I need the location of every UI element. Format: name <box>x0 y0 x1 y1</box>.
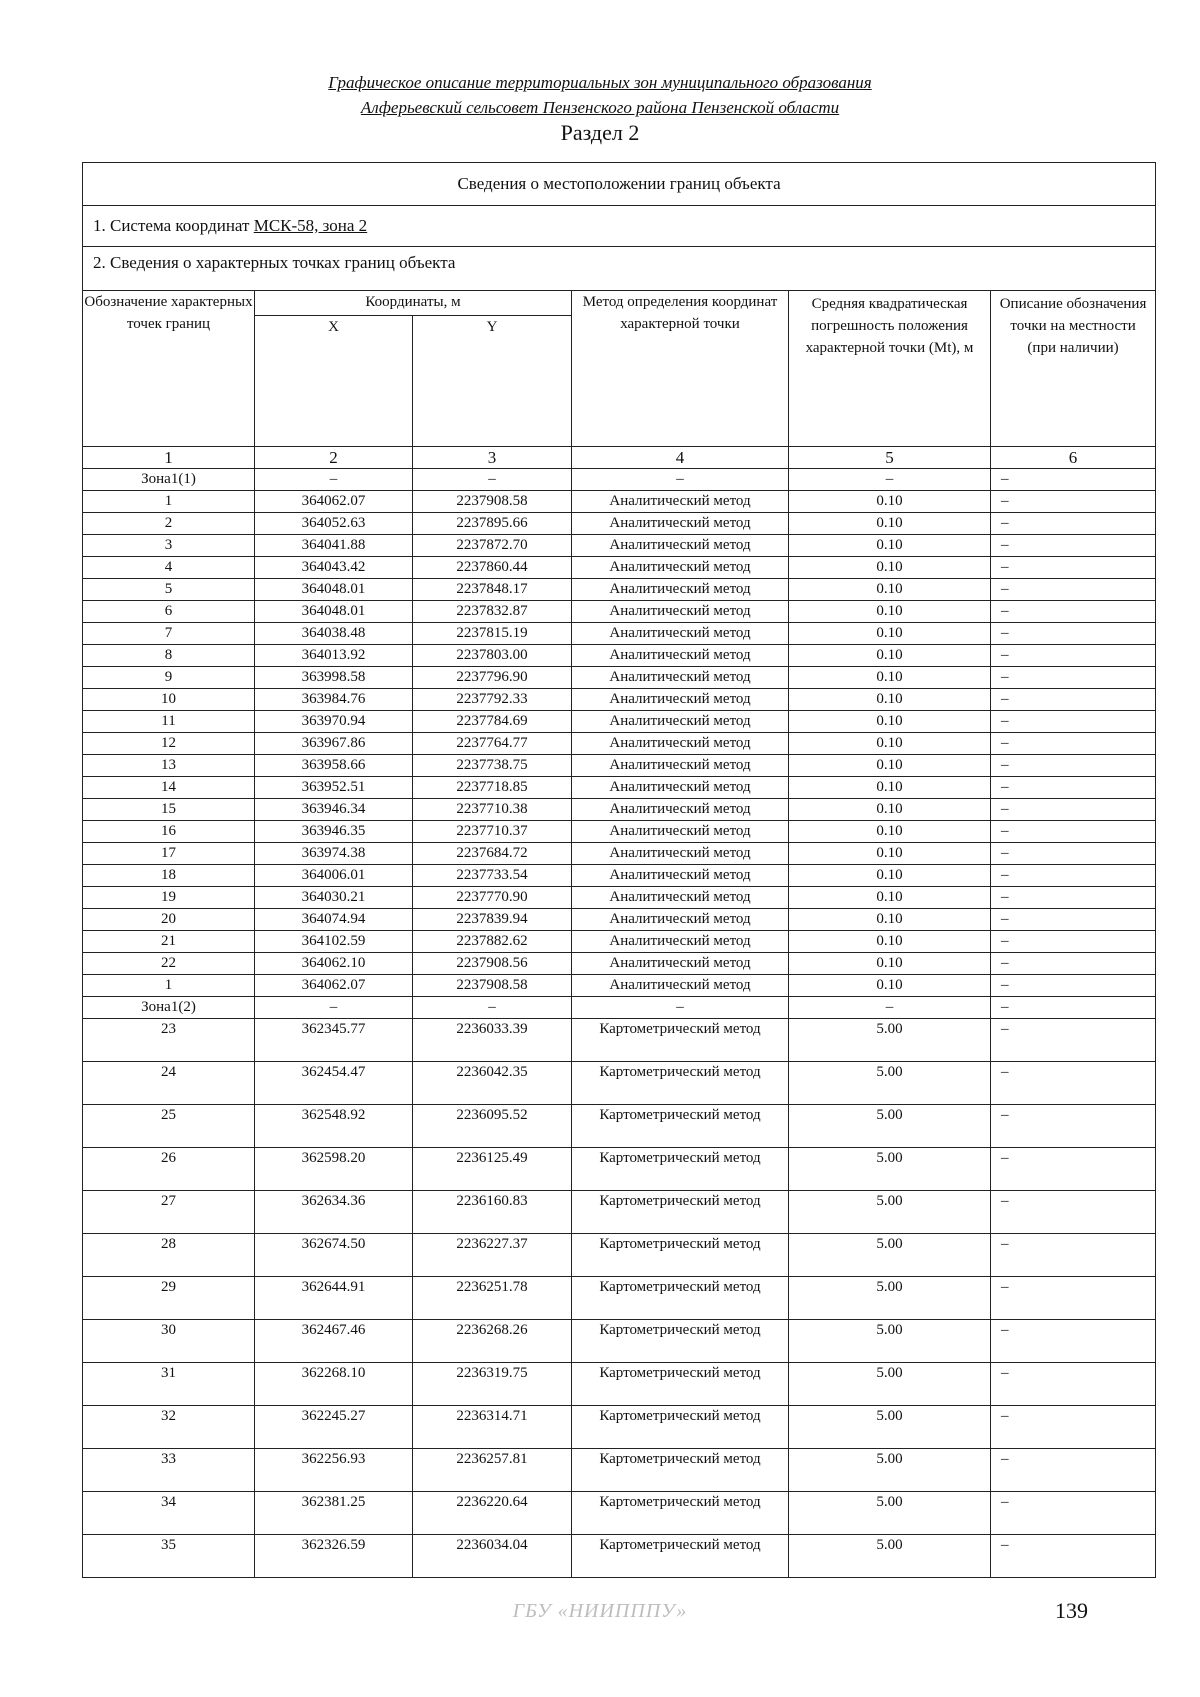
cell-point-number: 1 <box>83 975 255 997</box>
cell-point-number: 10 <box>83 689 255 711</box>
cell-y: 2237908.58 <box>413 491 572 513</box>
cell-error: 0.10 <box>789 799 991 821</box>
cell-y: 2236220.64 <box>413 1492 572 1535</box>
cell-method: Аналитический метод <box>572 557 789 579</box>
cell-method: Аналитический метод <box>572 931 789 953</box>
table-row <box>83 1148 1156 1191</box>
cell-point-number: 33 <box>83 1449 255 1492</box>
cell-y: 2236227.37 <box>413 1234 572 1277</box>
cell-x: 362598.20 <box>255 1148 413 1191</box>
cell-point-number: 35 <box>83 1535 255 1578</box>
cell-y: – <box>413 469 572 491</box>
table-row <box>83 799 1156 821</box>
cell-error: 5.00 <box>789 1148 991 1191</box>
table-row <box>83 953 1156 975</box>
cell-y: 2237848.17 <box>413 579 572 601</box>
cell-x: 364062.07 <box>255 491 413 513</box>
zone-label: Зона1(2) <box>83 997 255 1019</box>
cell-error: 5.00 <box>789 1234 991 1277</box>
document-header-line-2: Алферьевский сельсовет Пензенского района Пензенской области <box>360 98 840 117</box>
cell-point-number: 26 <box>83 1148 255 1191</box>
cell-description: – <box>991 667 1156 689</box>
cell-point-number: 14 <box>83 777 255 799</box>
table-row <box>83 1277 1156 1320</box>
cell-y: 2237908.58 <box>413 975 572 997</box>
table-row <box>83 689 1156 711</box>
cell-x: 364062.10 <box>255 953 413 975</box>
column-number: 2 <box>255 447 413 469</box>
cell-point-number: 24 <box>83 1062 255 1105</box>
cell-y: 2237803.00 <box>413 645 572 667</box>
cell-description: – <box>991 777 1156 799</box>
cell-error: 0.10 <box>789 711 991 733</box>
cell-description: – <box>991 1234 1156 1277</box>
cell-method: Аналитический метод <box>572 887 789 909</box>
cell-error: 5.00 <box>789 1277 991 1320</box>
cell-x: 364006.01 <box>255 865 413 887</box>
header-coordinates: Координаты, м <box>255 291 572 316</box>
cell-x: 362381.25 <box>255 1492 413 1535</box>
cell-x: 363970.94 <box>255 711 413 733</box>
cell-y: 2236319.75 <box>413 1363 572 1406</box>
cell-y: 2237796.90 <box>413 667 572 689</box>
cell-error: 0.10 <box>789 491 991 513</box>
cell-error: 0.10 <box>789 513 991 535</box>
cell-error: 0.10 <box>789 909 991 931</box>
cell-point-number: 17 <box>83 843 255 865</box>
cell-point-number: 16 <box>83 821 255 843</box>
cell-y: 2237764.77 <box>413 733 572 755</box>
table-row <box>83 1234 1156 1277</box>
cell-error: 5.00 <box>789 1535 991 1578</box>
cell-method: Аналитический метод <box>572 843 789 865</box>
cell-error: 0.10 <box>789 931 991 953</box>
cell-description: – <box>991 909 1156 931</box>
cell-description: – <box>991 623 1156 645</box>
table-body <box>83 163 1156 1578</box>
table-row <box>83 1449 1156 1492</box>
column-number: 3 <box>413 447 572 469</box>
cell-point-number: 30 <box>83 1320 255 1363</box>
table-row <box>83 909 1156 931</box>
coordinate-system-value: МСК-58, зона 2 <box>253 216 368 235</box>
cell-method: Аналитический метод <box>572 733 789 755</box>
cell-point-number: 18 <box>83 865 255 887</box>
cell-x: 362245.27 <box>255 1406 413 1449</box>
cell-description: – <box>991 1277 1156 1320</box>
cell-description: – <box>991 513 1156 535</box>
cell-x: 364074.94 <box>255 909 413 931</box>
cell-y: 2237718.85 <box>413 777 572 799</box>
table-row <box>83 821 1156 843</box>
cell-y: 2237792.33 <box>413 689 572 711</box>
cell-error: 0.10 <box>789 623 991 645</box>
cell-error: 0.10 <box>789 843 991 865</box>
cell-y: 2237832.87 <box>413 601 572 623</box>
table-row <box>83 1062 1156 1105</box>
cell-error: – <box>789 997 991 1019</box>
cell-point-number: 9 <box>83 667 255 689</box>
cell-description: – <box>991 557 1156 579</box>
cell-description: – <box>991 1492 1156 1535</box>
cell-error: 0.10 <box>789 975 991 997</box>
section-title: Раздел 2 <box>560 120 640 145</box>
cell-description: – <box>991 469 1156 491</box>
cell-description: – <box>991 491 1156 513</box>
cell-description: – <box>991 931 1156 953</box>
cell-description: – <box>991 535 1156 557</box>
cell-point-number: 6 <box>83 601 255 623</box>
points-section-title: 2. Сведения о характерных точках границ объекта <box>83 247 1156 291</box>
cell-description: – <box>991 997 1156 1019</box>
cell-point-number: 29 <box>83 1277 255 1320</box>
cell-error: 0.10 <box>789 601 991 623</box>
cell-error: 5.00 <box>789 1191 991 1234</box>
cell-method: Картометрический метод <box>572 1234 789 1277</box>
cell-description: – <box>991 1535 1156 1578</box>
cell-description: – <box>991 821 1156 843</box>
cell-x: 363946.34 <box>255 799 413 821</box>
cell-point-number: 11 <box>83 711 255 733</box>
cell-error: 5.00 <box>789 1105 991 1148</box>
cell-description: – <box>991 799 1156 821</box>
table-row <box>83 579 1156 601</box>
cell-y: 2237738.75 <box>413 755 572 777</box>
table-row <box>83 1535 1156 1578</box>
cell-x: 362326.59 <box>255 1535 413 1578</box>
cell-y: 2236034.04 <box>413 1535 572 1578</box>
cell-y: 2236268.26 <box>413 1320 572 1363</box>
cell-x: 364043.42 <box>255 557 413 579</box>
table-row <box>83 645 1156 667</box>
page-number: 139 <box>1055 1598 1088 1623</box>
cell-point-number: 5 <box>83 579 255 601</box>
header-designation: Обозначение характерных точек границ <box>83 291 255 447</box>
cell-point-number: 1 <box>83 491 255 513</box>
cell-x: 363998.58 <box>255 667 413 689</box>
cell-method: Аналитический метод <box>572 865 789 887</box>
cell-method: – <box>572 997 789 1019</box>
cell-y: 2236314.71 <box>413 1406 572 1449</box>
cell-method: Картометрический метод <box>572 1105 789 1148</box>
cell-point-number: 2 <box>83 513 255 535</box>
table-row <box>83 557 1156 579</box>
column-number: 5 <box>789 447 991 469</box>
cell-x: 362345.77 <box>255 1019 413 1062</box>
cell-method: Аналитический метод <box>572 909 789 931</box>
cell-x: 364052.63 <box>255 513 413 535</box>
cell-error: 0.10 <box>789 579 991 601</box>
cell-method: Картометрический метод <box>572 1320 789 1363</box>
cell-error: 0.10 <box>789 887 991 909</box>
cell-y: 2237908.56 <box>413 953 572 975</box>
cell-x: 363946.35 <box>255 821 413 843</box>
boundary-points-table <box>82 162 1156 1578</box>
cell-error: 5.00 <box>789 1320 991 1363</box>
cell-error: – <box>789 469 991 491</box>
header-x: X <box>255 316 413 447</box>
cell-description: – <box>991 1062 1156 1105</box>
cell-error: 5.00 <box>789 1019 991 1062</box>
cell-x: 364062.07 <box>255 975 413 997</box>
cell-point-number: 4 <box>83 557 255 579</box>
table-row <box>83 887 1156 909</box>
cell-point-number: 23 <box>83 1019 255 1062</box>
cell-y: 2237733.54 <box>413 865 572 887</box>
cell-x: 363958.66 <box>255 755 413 777</box>
cell-description: – <box>991 887 1156 909</box>
cell-y: 2236033.39 <box>413 1019 572 1062</box>
cell-point-number: 12 <box>83 733 255 755</box>
cell-error: 0.10 <box>789 689 991 711</box>
cell-x: 364013.92 <box>255 645 413 667</box>
cell-y: 2237684.72 <box>413 843 572 865</box>
cell-method: Картометрический метод <box>572 1406 789 1449</box>
cell-description: – <box>991 1363 1156 1406</box>
table-row <box>83 1320 1156 1363</box>
cell-error: 5.00 <box>789 1062 991 1105</box>
table-row <box>83 777 1156 799</box>
cell-point-number: 15 <box>83 799 255 821</box>
cell-point-number: 34 <box>83 1492 255 1535</box>
cell-description: – <box>991 975 1156 997</box>
coordinate-system-label: 1. Система координат <box>93 216 250 235</box>
cell-error: 0.10 <box>789 667 991 689</box>
cell-method: Картометрический метод <box>572 1492 789 1535</box>
cell-x: 363967.86 <box>255 733 413 755</box>
cell-y: 2236095.52 <box>413 1105 572 1148</box>
cell-x: 363974.38 <box>255 843 413 865</box>
cell-description: – <box>991 1019 1156 1062</box>
cell-x: 363984.76 <box>255 689 413 711</box>
cell-y: 2237895.66 <box>413 513 572 535</box>
column-number: 1 <box>83 447 255 469</box>
cell-x: 364048.01 <box>255 579 413 601</box>
cell-x: 364038.48 <box>255 623 413 645</box>
cell-description: – <box>991 1320 1156 1363</box>
cell-method: Аналитический метод <box>572 711 789 733</box>
cell-method: Картометрический метод <box>572 1148 789 1191</box>
cell-y: 2237860.44 <box>413 557 572 579</box>
zone-row <box>83 997 1156 1019</box>
document-header-line-1: Графическое описание территориальных зон муниципального образования <box>328 73 872 92</box>
cell-point-number: 7 <box>83 623 255 645</box>
cell-x: 364048.01 <box>255 601 413 623</box>
cell-point-number: 19 <box>83 887 255 909</box>
cell-error: 5.00 <box>789 1363 991 1406</box>
cell-method: Картометрический метод <box>572 1535 789 1578</box>
cell-method: Аналитический метод <box>572 821 789 843</box>
cell-description: – <box>991 733 1156 755</box>
cell-method: Аналитический метод <box>572 777 789 799</box>
table-row <box>83 865 1156 887</box>
header-description: Описание обозначения точки на местности (при наличии) <box>991 291 1156 447</box>
table-row <box>83 535 1156 557</box>
table-row <box>83 1105 1156 1148</box>
cell-description: – <box>991 579 1156 601</box>
table-row <box>83 1191 1156 1234</box>
cell-method: – <box>572 469 789 491</box>
cell-method: Аналитический метод <box>572 689 789 711</box>
cell-x: 362644.91 <box>255 1277 413 1320</box>
cell-point-number: 32 <box>83 1406 255 1449</box>
table-row <box>83 513 1156 535</box>
cell-method: Картометрический метод <box>572 1363 789 1406</box>
cell-description: – <box>991 601 1156 623</box>
cell-method: Аналитический метод <box>572 513 789 535</box>
table-row <box>83 1492 1156 1535</box>
cell-y: 2236257.81 <box>413 1449 572 1492</box>
cell-method: Аналитический метод <box>572 755 789 777</box>
header-error: Средняя квадратическая погрешность положения характерной точки (Mt), м <box>789 291 991 447</box>
cell-y: 2237784.69 <box>413 711 572 733</box>
zone-row <box>83 469 1156 491</box>
cell-x: 364041.88 <box>255 535 413 557</box>
cell-method: Аналитический метод <box>572 579 789 601</box>
cell-y: 2237815.19 <box>413 623 572 645</box>
table-row <box>83 1019 1156 1062</box>
cell-y: 2236125.49 <box>413 1148 572 1191</box>
table-row <box>83 975 1156 997</box>
cell-point-number: 27 <box>83 1191 255 1234</box>
table-row <box>83 931 1156 953</box>
cell-y: 2237882.62 <box>413 931 572 953</box>
cell-x: 362548.92 <box>255 1105 413 1148</box>
cell-method: Аналитический метод <box>572 535 789 557</box>
header-y: Y <box>413 316 572 447</box>
cell-error: 0.10 <box>789 953 991 975</box>
cell-method: Картометрический метод <box>572 1062 789 1105</box>
cell-description: – <box>991 843 1156 865</box>
cell-error: 0.10 <box>789 865 991 887</box>
cell-error: 0.10 <box>789 557 991 579</box>
cell-description: – <box>991 689 1156 711</box>
cell-x: 362634.36 <box>255 1191 413 1234</box>
table-row <box>83 491 1156 513</box>
column-number: 4 <box>572 447 789 469</box>
cell-method: Аналитический метод <box>572 975 789 997</box>
cell-method: Аналитический метод <box>572 623 789 645</box>
cell-description: – <box>991 1449 1156 1492</box>
cell-point-number: 28 <box>83 1234 255 1277</box>
cell-description: – <box>991 645 1156 667</box>
cell-description: – <box>991 1148 1156 1191</box>
cell-point-number: 31 <box>83 1363 255 1406</box>
cell-y: – <box>413 997 572 1019</box>
cell-method: Картометрический метод <box>572 1449 789 1492</box>
table-row <box>83 1363 1156 1406</box>
table-row <box>83 623 1156 645</box>
cell-y: 2237770.90 <box>413 887 572 909</box>
cell-description: – <box>991 953 1156 975</box>
column-number-row <box>83 447 1156 469</box>
cell-method: Картометрический метод <box>572 1277 789 1320</box>
table-row <box>83 667 1156 689</box>
footer-organization: ГБУ «НИИПППУ» <box>512 1600 688 1622</box>
zone-label: Зона1(1) <box>83 469 255 491</box>
table-title: Сведения о местоположении границ объекта <box>83 163 1156 206</box>
cell-point-number: 13 <box>83 755 255 777</box>
cell-y: 2237710.38 <box>413 799 572 821</box>
cell-y: 2237710.37 <box>413 821 572 843</box>
cell-y: 2237872.70 <box>413 535 572 557</box>
cell-y: 2236160.83 <box>413 1191 572 1234</box>
cell-method: Картометрический метод <box>572 1191 789 1234</box>
cell-y: 2236251.78 <box>413 1277 572 1320</box>
cell-description: – <box>991 1191 1156 1234</box>
table-row <box>83 843 1156 865</box>
cell-method: Картометрический метод <box>572 1019 789 1062</box>
cell-x: – <box>255 469 413 491</box>
cell-error: 5.00 <box>789 1449 991 1492</box>
cell-method: Аналитический метод <box>572 799 789 821</box>
cell-y: 2237839.94 <box>413 909 572 931</box>
cell-x: 362268.10 <box>255 1363 413 1406</box>
cell-error: 5.00 <box>789 1492 991 1535</box>
table-row <box>83 755 1156 777</box>
cell-x: 362674.50 <box>255 1234 413 1277</box>
cell-description: – <box>991 755 1156 777</box>
cell-y: 2236042.35 <box>413 1062 572 1105</box>
cell-method: Аналитический метод <box>572 491 789 513</box>
table-row <box>83 601 1156 623</box>
cell-method: Аналитический метод <box>572 953 789 975</box>
cell-method: Аналитический метод <box>572 667 789 689</box>
cell-x: 362467.46 <box>255 1320 413 1363</box>
cell-error: 0.10 <box>789 821 991 843</box>
cell-point-number: 22 <box>83 953 255 975</box>
coordinate-system-row <box>83 206 1156 247</box>
cell-x: 363952.51 <box>255 777 413 799</box>
header-method: Метод определения координат характерной точки <box>572 291 789 447</box>
cell-error: 0.10 <box>789 733 991 755</box>
table-row <box>83 1406 1156 1449</box>
cell-description: – <box>991 1406 1156 1449</box>
cell-point-number: 3 <box>83 535 255 557</box>
cell-description: – <box>991 711 1156 733</box>
table-row <box>83 711 1156 733</box>
cell-method: Аналитический метод <box>572 601 789 623</box>
cell-error: 5.00 <box>789 1406 991 1449</box>
cell-point-number: 21 <box>83 931 255 953</box>
cell-x: 362256.93 <box>255 1449 413 1492</box>
cell-error: 0.10 <box>789 755 991 777</box>
cell-error: 0.10 <box>789 535 991 557</box>
table-row <box>83 733 1156 755</box>
cell-x: 364030.21 <box>255 887 413 909</box>
cell-error: 0.10 <box>789 777 991 799</box>
cell-method: Аналитический метод <box>572 645 789 667</box>
cell-description: – <box>991 1105 1156 1148</box>
cell-error: 0.10 <box>789 645 991 667</box>
cell-x: 362454.47 <box>255 1062 413 1105</box>
cell-point-number: 20 <box>83 909 255 931</box>
cell-point-number: 25 <box>83 1105 255 1148</box>
cell-x: 364102.59 <box>255 931 413 953</box>
column-number: 6 <box>991 447 1156 469</box>
cell-description: – <box>991 865 1156 887</box>
cell-point-number: 8 <box>83 645 255 667</box>
cell-x: – <box>255 997 413 1019</box>
